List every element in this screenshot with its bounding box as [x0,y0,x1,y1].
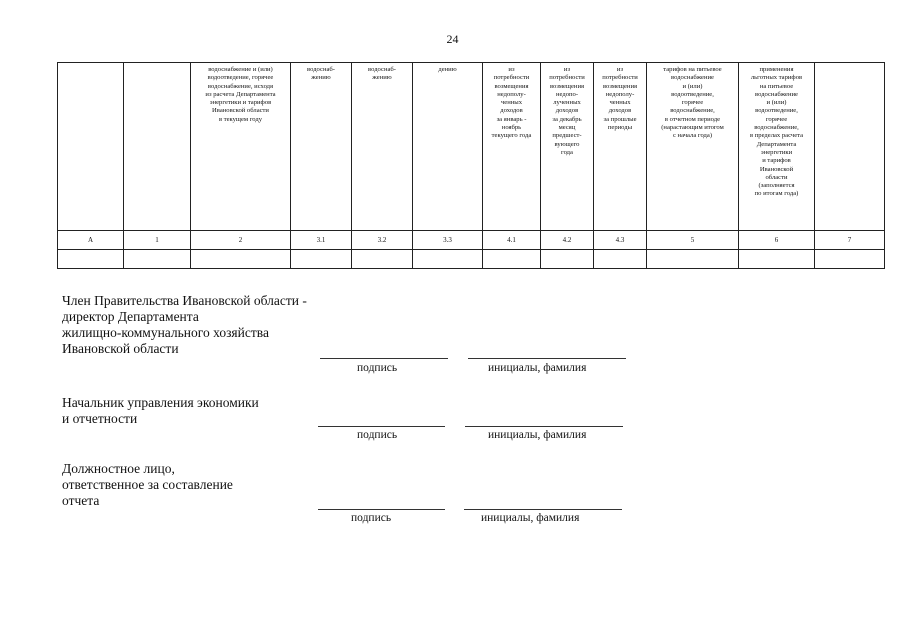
data-cell [541,250,594,269]
name-line [464,509,622,510]
report-table [57,62,885,269]
header-cell: водоснаб- жению [352,63,413,231]
signature-caption: подпись [351,512,392,524]
page-number: 24 [446,32,459,46]
header-cell: из потребности возмещения недополу- ченных доходов за прошлые периоды [594,63,647,231]
data-cell [58,250,124,269]
signature-line [318,426,445,427]
header-cell: водоснаб- жению [291,63,352,231]
column-number-row [58,231,885,250]
header-cell: из потребности возмещения недопо- лученных доходов за декабрь месяц предшест- вующего года [541,63,594,231]
column-number: 6 [739,231,815,250]
signature-caption: подпись [357,362,398,374]
data-cell [291,250,352,269]
header-cell [815,63,885,231]
data-cell [815,250,885,269]
name-caption: инициалы, фамилия [481,512,580,524]
column-number: 5 [647,231,739,250]
column-number: 2 [191,231,291,250]
data-cell [483,250,541,269]
column-number: 3.1 [291,231,352,250]
data-cell [739,250,815,269]
column-number: 3.3 [413,231,483,250]
header-cell [58,63,124,231]
signature-caption: подпись [357,429,398,441]
column-number: 3.2 [352,231,413,250]
data-cell [647,250,739,269]
table-header-row [58,63,885,231]
column-number: 1 [124,231,191,250]
name-line [468,358,626,359]
name-line [465,426,623,427]
column-number: 4.2 [541,231,594,250]
name-caption: инициалы, фамилия [488,429,587,441]
signatory-position-minister: Член Правительства Ивановской области - директор Департамента жилищно-коммунального хозяйства Ивановской области [62,293,307,356]
header-cell: из потребности возмещения недополу- ченных доходов за январь - ноябрь текущего года [483,63,541,231]
empty-data-row [58,250,885,269]
header-cell [124,63,191,231]
data-cell [352,250,413,269]
column-number: А [58,231,124,250]
signature-line [318,509,445,510]
data-cell [413,250,483,269]
data-cell [594,250,647,269]
signatory-position-report-officer: Должностное лицо, ответственное за составление отчета [62,461,233,508]
signatory-position-economics-head: Начальник управления экономики и отчетности [62,395,259,426]
data-cell [191,250,291,269]
header-cell: применения льготных тарифов на питьевое водоснабжение и (или) водоотведение, горячее водоснабжение, в пределах расчета Департамента энергетики и тарифов Ивановской области (заполняется по итогам года) [739,63,815,231]
column-number: 4.3 [594,231,647,250]
column-number: 7 [815,231,885,250]
column-number: 4.1 [483,231,541,250]
header-cell: дению [413,63,483,231]
header-cell: водоснабжение и (или) водоотведение, горячее водоснабжение, исходя из расчета Департамента энергетики и тарифов Ивановской области в текущем году [191,63,291,231]
name-caption: инициалы, фамилия [488,362,587,374]
signature-line [320,358,448,359]
data-cell [124,250,191,269]
header-cell: тарифов на питьевое водоснабжение и (или) водоотведение, горячее водоснабжение, в отчетном периоде (нарастающим итогом с начала года) [647,63,739,231]
